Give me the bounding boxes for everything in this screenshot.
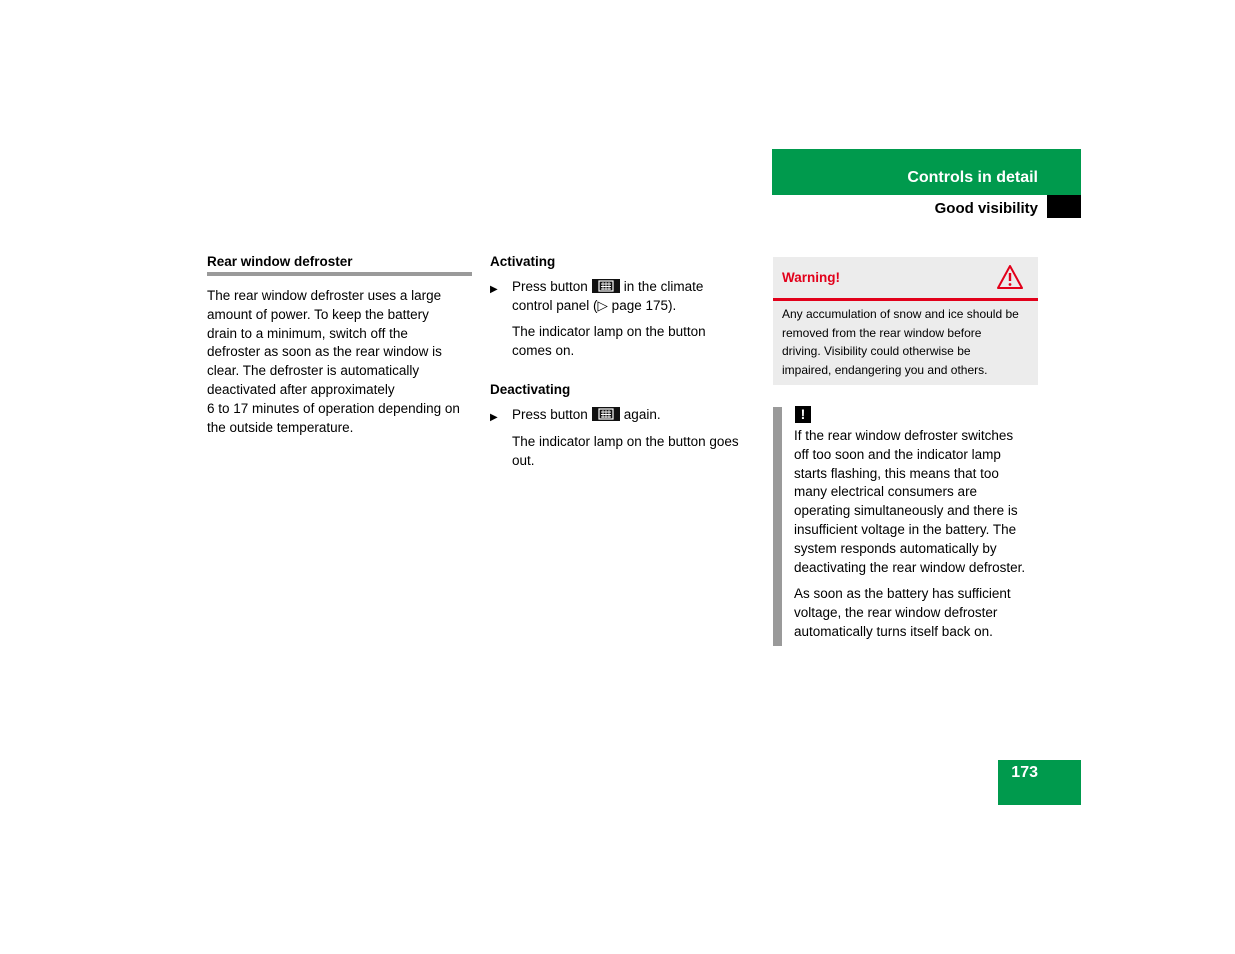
warning-title: Warning! xyxy=(782,270,840,285)
body-line: the outside temperature. xyxy=(207,419,354,435)
bullet-icon: ▶ xyxy=(490,284,498,295)
body-line: 6 to 17 minutes of operation depending on xyxy=(207,400,460,416)
body-line: defroster as soon as the rear window is xyxy=(207,344,442,360)
step-text: Press button xyxy=(512,407,588,422)
step-text: control panel (▷ page 175). xyxy=(512,297,677,313)
activating-heading: Activating xyxy=(490,254,556,269)
intro-paragraph xyxy=(207,287,475,437)
deactivating-heading: Deactivating xyxy=(490,382,571,397)
body-line: drain to a minimum, switch off the xyxy=(207,325,408,341)
step-text: again. xyxy=(623,407,661,422)
body-line: amount of power. To keep the battery xyxy=(207,306,429,322)
header-marker xyxy=(1047,195,1081,218)
body-line: clear. The defroster is automatically xyxy=(207,363,420,379)
warning-text: Any accumulation of snow and ice should be removed from the rear window before driving. Visibility could otherwise be impaired, endangering you and others. xyxy=(782,307,1019,378)
subsection-title: Good visibility xyxy=(934,200,1038,217)
page-number: 173 xyxy=(1011,764,1038,781)
section-title: Controls in detail xyxy=(907,169,1038,186)
step-text: Press button xyxy=(512,279,588,294)
deactivating-step xyxy=(512,406,762,425)
warning-rule xyxy=(773,298,1038,301)
rear-defroster-icon xyxy=(592,279,620,293)
note-text: If the rear window defroster switches off too soon and the indicator lamp starts flashing, this means that too many electrical consumers are operating simultaneously and there is insufficient voltage in the battery. The system responds automatically by deactivating the rear window defroster. As soon as the battery has sufficient voltage, the rear window defroster automatically turns itself back on. xyxy=(794,428,1026,639)
activating-step xyxy=(512,278,762,316)
exclamation-icon: ! xyxy=(795,406,811,423)
heading-rule xyxy=(207,272,472,276)
rear-defroster-icon xyxy=(592,407,620,421)
body-line: The rear window defroster uses a large xyxy=(207,288,442,303)
note-sidebar xyxy=(773,407,782,646)
warning-triangle-icon xyxy=(996,264,1024,295)
deactivating-result: The indicator lamp on the button goes out. xyxy=(512,434,739,468)
activating-result: The indicator lamp on the button comes on. xyxy=(512,324,706,358)
bullet-icon: ▶ xyxy=(490,412,498,423)
body-line: deactivated after approximately xyxy=(207,381,395,397)
section-heading: Rear window defroster xyxy=(207,254,353,269)
step-text: in the climate xyxy=(623,279,704,294)
